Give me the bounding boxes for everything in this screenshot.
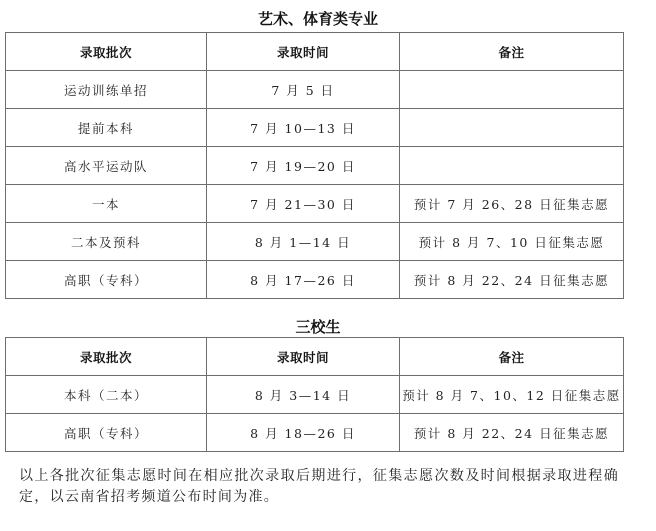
- cell-time: 7 月 10—13 日: [207, 109, 400, 147]
- table-row: [6, 261, 624, 299]
- header-time: 录取时间: [207, 33, 400, 71]
- table-header-row: [6, 33, 624, 71]
- cell-time: 8 月 18—26 日: [207, 414, 400, 452]
- cell-batch: 本科（二本）: [6, 376, 207, 414]
- cell-remarks: [400, 71, 624, 109]
- footnote-paragraph: 以上各批次征集志愿时间在相应批次录取后期进行，征集志愿次数及时间根据录取进程确定，以云南省招考频道公布时间为准。: [19, 468, 619, 505]
- cell-remarks: 预计 8 月 22、24 日征集志愿: [400, 414, 624, 452]
- cell-batch: 提前本科: [6, 109, 207, 147]
- cell-time: 8 月 3—14 日: [207, 376, 400, 414]
- cell-time: 7 月 5 日: [207, 71, 400, 109]
- cell-remarks: 预计 8 月 7、10 日征集志愿: [400, 223, 624, 261]
- table-row: [6, 223, 624, 261]
- cell-batch: 二本及预科: [6, 223, 207, 261]
- table-row: [6, 71, 624, 109]
- cell-remarks: 预计 8 月 7、10、12 日征集志愿: [400, 376, 624, 414]
- cell-batch: 高职（专科）: [6, 261, 207, 299]
- header-remarks: 备注: [400, 338, 624, 376]
- cell-remarks: 预计 8 月 22、24 日征集志愿: [400, 261, 624, 299]
- header-batch: 录取批次: [6, 338, 207, 376]
- cell-remarks: 预计 7 月 26、28 日征集志愿: [400, 185, 624, 223]
- table-header-row: [6, 338, 624, 376]
- table-row: [6, 147, 624, 185]
- section-title-arts-sports: 艺术、体育类专业: [257, 10, 378, 28]
- header-remarks: 备注: [400, 33, 624, 71]
- cell-batch: 高水平运动队: [6, 147, 207, 185]
- header-batch: 录取批次: [6, 33, 207, 71]
- cell-time: 7 月 19—20 日: [207, 147, 400, 185]
- header-time: 录取时间: [207, 338, 400, 376]
- cell-remarks: [400, 147, 624, 185]
- cell-remarks: [400, 109, 624, 147]
- cell-batch: 高职（专科）: [6, 414, 207, 452]
- section-title-three-schools: 三校生: [295, 318, 341, 336]
- table-row: [6, 376, 624, 414]
- cell-batch: 一本: [6, 185, 207, 223]
- admission-schedule-table-arts-sports: [5, 32, 624, 299]
- table-row: [6, 185, 624, 223]
- cell-time: 7 月 21—30 日: [207, 185, 400, 223]
- cell-time: 8 月 1—14 日: [207, 223, 400, 261]
- cell-time: 8 月 17—26 日: [207, 261, 400, 299]
- cell-batch: 运动训练单招: [6, 71, 207, 109]
- table-row: [6, 109, 624, 147]
- admission-schedule-table-three-schools: [5, 337, 624, 452]
- table-row: [6, 414, 624, 452]
